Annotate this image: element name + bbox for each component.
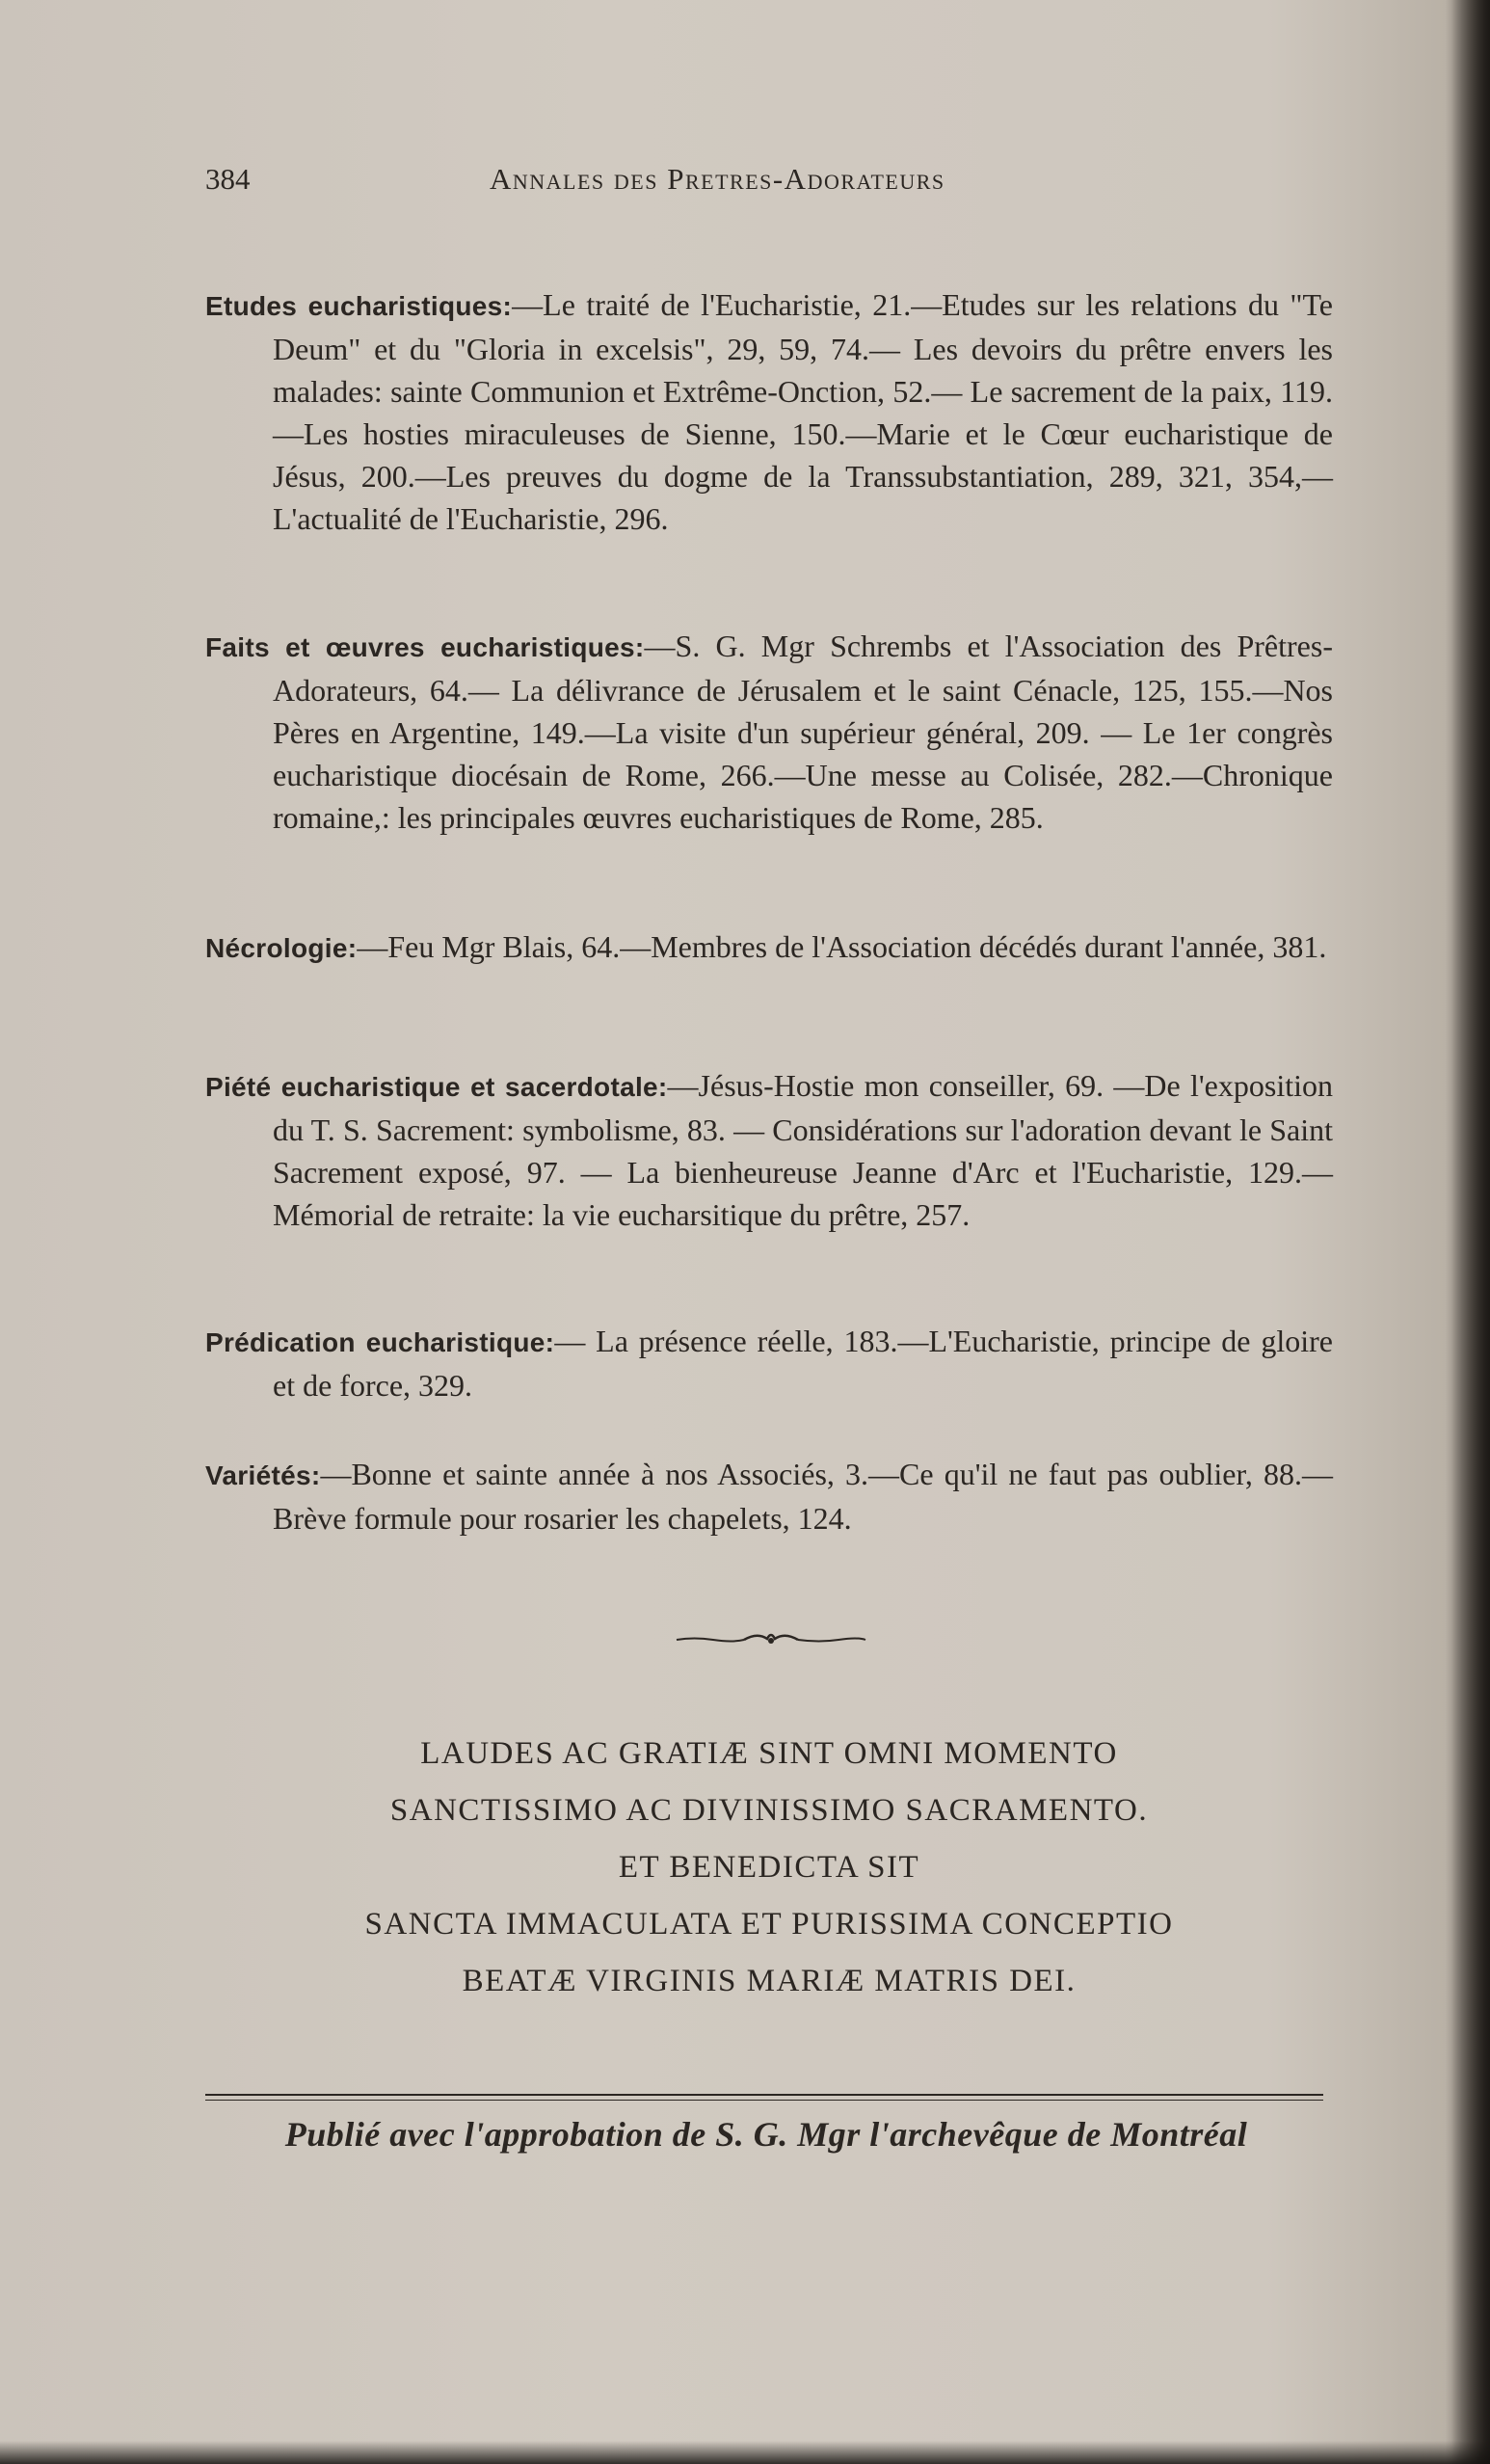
- section-heading: Prédication eucharistique:: [205, 1327, 555, 1357]
- section-heading: Faits et œuvres eucharistiques:: [205, 632, 645, 662]
- page-bottom-shadow: [0, 2441, 1490, 2464]
- section-heading: Piété eucharistique et sacerdotale:: [205, 1072, 668, 1102]
- section-text: —Feu Mgr Blais, 64.—Membres de l'Association décédés durant l'année, 381.: [357, 929, 1327, 964]
- page-number: 384: [205, 162, 251, 196]
- index-entry: [205, 625, 1333, 839]
- ornament-divider: [675, 1629, 867, 1648]
- index-section-faits: [205, 625, 1333, 839]
- latin-motto: [205, 1726, 1333, 2010]
- footer-rule: [205, 2100, 1323, 2101]
- index-section-necrologie: [205, 925, 1333, 970]
- running-title: Annales des Pretres-Adorateurs: [490, 162, 945, 196]
- book-spine-shadow: [1451, 0, 1490, 2464]
- index-section-etudes: [205, 283, 1333, 540]
- section-heading: Nécrologie:: [205, 933, 358, 963]
- index-section-predication: [205, 1320, 1333, 1406]
- motto-line: BEATÆ VIRGINIS MARIÆ MATRIS DEI.: [462, 1964, 1077, 1998]
- section-text: — La présence réelle, 183.—L'Eucharistie, principe de gloire et de force, 329.: [273, 1324, 1333, 1403]
- section-text: —Le traité de l'Eucharistie, 21.—Etudes sur les relations du "Te Deum" et du "Gloria in excelsis", 29, 59, 74.— Les devoirs du prêtre envers les malades: sainte Communion et Extrême-Onction, 52.— Le sacrement de la paix, 119.—Les hosties miraculeuses de Sienne, 150.—Marie et le Cœur eucharistique de Jésus, 200.—Les preuves du dogme de la Transsubstantiation, 289, 321, 354,—L'actualité de l'Eucharistie, 296.: [273, 287, 1334, 536]
- index-section-piete: [205, 1064, 1333, 1236]
- section-text: —Jésus-Hostie mon conseiller, 69. —De l'exposition du T. S. Sacrement: symbolisme, 83. — Considérations sur l'adoration devant le Saint Sacrement exposé, 97. — La bienheureuse Jeanne d'Arc et l'Eucharistie, 129.—Mémorial de retraite: la vie eucharsitique du prêtre, 257.: [273, 1068, 1333, 1232]
- section-text: —Bonne et sainte année à nos Associés, 3.—Ce qu'il ne faut pas oublier, 88.—Brève formule pour rosarier les chapelets, 124.: [273, 1457, 1333, 1536]
- index-entry: [205, 283, 1333, 540]
- index-entry: [205, 925, 1333, 970]
- section-heading: Etudes eucharistiques:: [205, 291, 513, 321]
- motto-line: ET BENEDICTA SIT: [618, 1850, 920, 1885]
- index-section-varietes: [205, 1453, 1333, 1540]
- section-heading: Variétés:: [205, 1460, 321, 1490]
- motto-line: SANCTISSIMO AC DIVINISSIMO SACRAMENTO.: [389, 1793, 1149, 1828]
- index-entry: [205, 1320, 1333, 1406]
- motto-line: SANCTA IMMACULATA ET PURISSIMA CONCEPTIO: [364, 1907, 1174, 1942]
- motto-line: LAUDES AC GRATIÆ SINT OMNI MOMENTO: [420, 1736, 1118, 1771]
- footer-rule: [205, 2094, 1323, 2096]
- index-entry: [205, 1064, 1333, 1236]
- section-text: —S. G. Mgr Schrembs et l'Association des Prêtres-Adorateurs, 64.— La délivrance de Jérusalem et le saint Cénacle, 125, 155.—Nos Pères en Argentine, 149.—La visite d'un supérieur général, 209. — Le 1er congrès eucharistique diocésain de Rome, 266.—Une messe au Colisée, 282.—Chronique romaine,: les principales œuvres eucharistiques de Rome, 285.: [273, 629, 1333, 835]
- index-entry: [205, 1453, 1333, 1540]
- imprint-line: Publié avec l'approbation de S. G. Mgr l'archevêque de Montréal: [284, 2115, 1248, 2154]
- page-header: [205, 162, 1328, 201]
